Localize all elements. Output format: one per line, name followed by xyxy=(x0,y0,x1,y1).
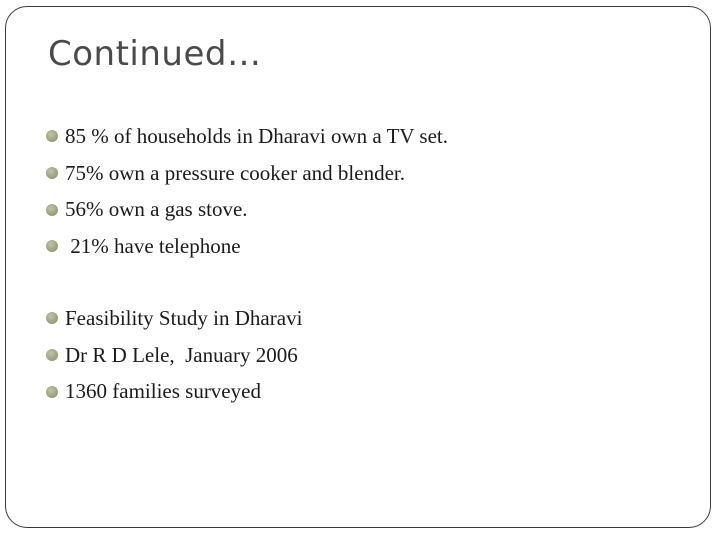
bullet-item xyxy=(46,118,448,155)
slide-title: Continued… xyxy=(48,34,262,74)
bullet-item xyxy=(46,155,448,192)
bullet-text: 75% own a pressure cooker and blender. xyxy=(65,160,405,185)
bullet-dot-icon xyxy=(46,386,58,398)
bullet-dot-icon xyxy=(46,130,58,142)
bullet-dot-icon xyxy=(46,240,58,252)
bullet-item xyxy=(46,228,448,265)
bullet-dot-icon xyxy=(46,349,58,361)
slide-frame xyxy=(5,6,711,528)
bullet-text: 85 % of households in Dharavi own a TV set. xyxy=(65,123,449,148)
bullet-text: 21% have telephone xyxy=(65,233,241,258)
bullet-list-source xyxy=(46,300,302,410)
bullet-dot-icon xyxy=(46,204,58,216)
bullet-dot-icon xyxy=(46,167,58,179)
bullet-text: Dr R D Lele, January 2006 xyxy=(65,342,298,367)
bullet-text: Feasibility Study in Dharavi xyxy=(65,305,303,330)
bullet-list-statistics xyxy=(46,118,448,265)
bullet-item xyxy=(46,300,302,337)
bullet-item xyxy=(46,373,302,410)
bullet-item xyxy=(46,191,448,228)
bullet-item xyxy=(46,337,302,374)
bullet-text: 1360 families surveyed xyxy=(65,379,261,404)
bullet-text: 56% own a gas stove. xyxy=(65,197,248,222)
bullet-dot-icon xyxy=(46,312,58,324)
